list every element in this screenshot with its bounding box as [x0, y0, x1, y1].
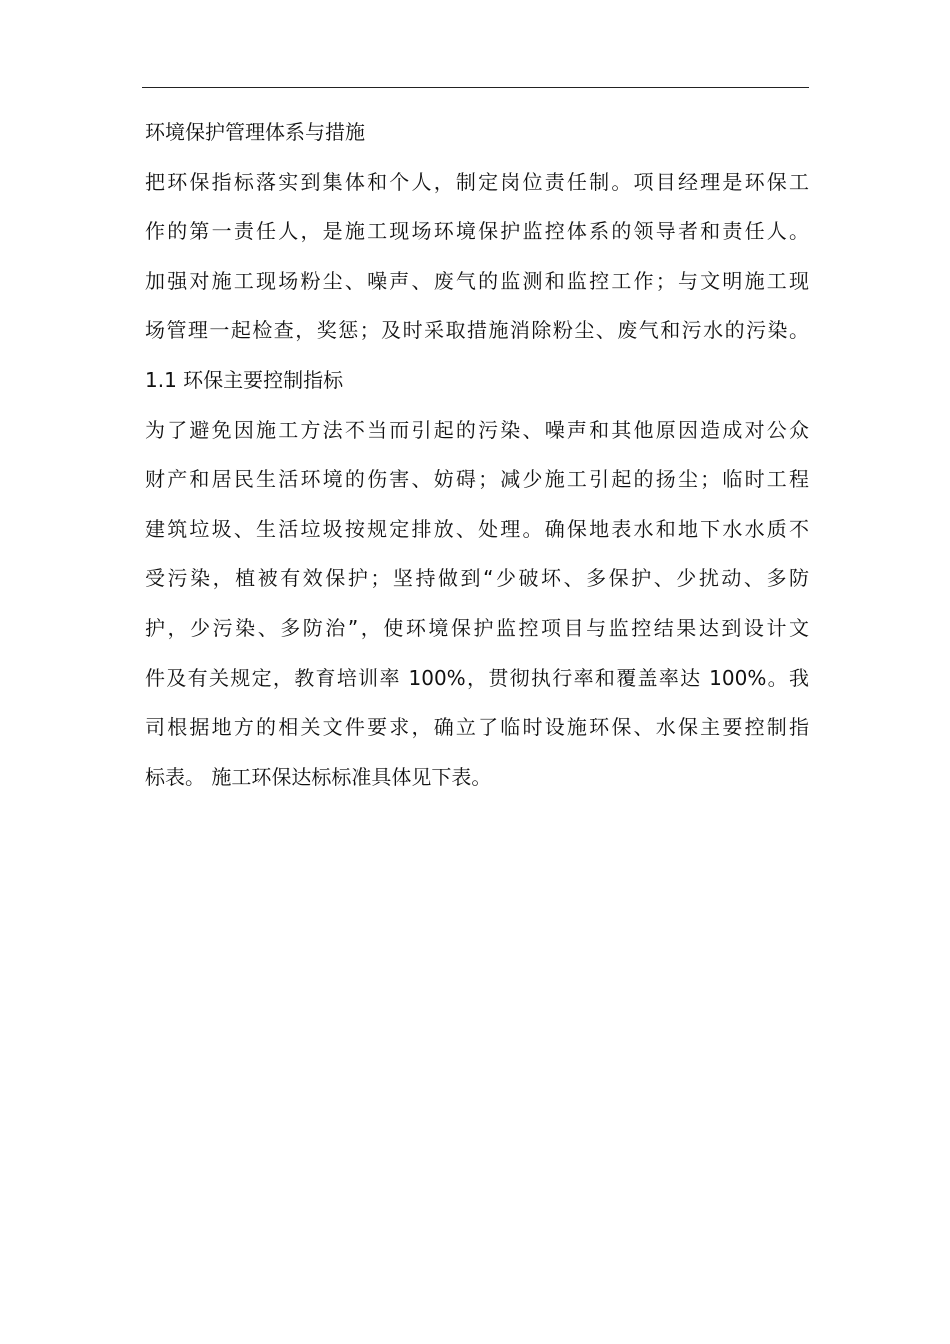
document-title: 环境保护管理体系与措施: [145, 120, 365, 144]
paragraph-control-indicators: [145, 406, 809, 803]
paragraph-line: 建筑垃圾、生活垃圾按规定排放、处理。确保地表水和地下水水质不: [145, 516, 809, 541]
paragraph-responsibility: [145, 158, 809, 356]
paragraph-line: 财产和居民生活环境的伤害、妨碍；减少施工引起的扬尘；临时工程: [145, 467, 809, 492]
document-body: [145, 108, 809, 802]
section-heading: 1.1 环保主要控制指标: [145, 367, 344, 392]
paragraph-line: 护，少污染、多防治”，使环境保护监控项目与监控结果达到设计文: [145, 615, 809, 640]
paragraph-line: 为了避免因施工方法不当而引起的污染、噪声和其他原因造成对公众: [145, 417, 809, 442]
paragraph-line: 受污染，植被有效保护；坚持做到“少破坏、多保护、少扰动、多防: [145, 566, 809, 591]
paragraph-line: 把环保指标落实到集体和个人，制定岗位责任制。项目经理是环保工: [145, 169, 809, 194]
paragraph-line: 作的第一责任人，是施工现场环境保护监控体系的领导者和责任人。: [145, 219, 809, 244]
paragraph-line: 司根据地方的相关文件要求，确立了临时设施环保、水保主要控制指: [145, 715, 809, 740]
paragraph-line: 标表。 施工环保达标标准具体见下表。: [145, 764, 492, 789]
paragraph-line: 场管理一起检查，奖惩；及时采取措施消除粉尘、废气和污水的污染。: [145, 318, 809, 343]
header-rule: [142, 87, 809, 88]
paragraph-line: 件及有关规定，教育培训率 100%，贯彻执行率和覆盖率达 100%。我: [145, 665, 809, 690]
paragraph-line: 加强对施工现场粉尘、噪声、废气的监测和监控工作；与文明施工现: [145, 268, 809, 293]
